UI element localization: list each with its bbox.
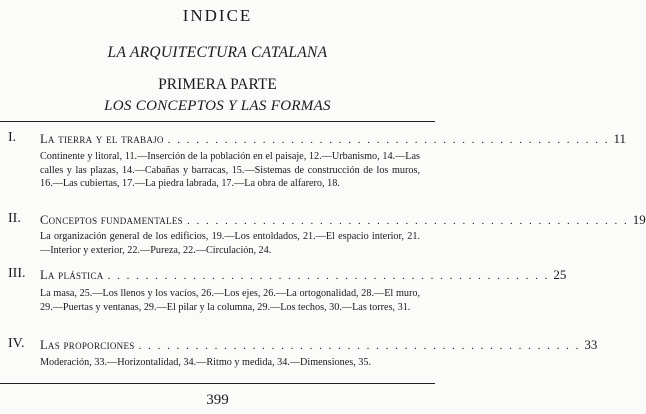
section-heading: Conceptos fundamentales bbox=[40, 213, 183, 227]
section-page-number: 19 bbox=[632, 212, 646, 227]
section-description: La organización general de los edificios, 19.—Los entoldados, 21.—El espacio interior, 21.—Interior y exterior, 22.—Pureza, 22.—Circulación, 24. bbox=[40, 231, 420, 256]
section-page-number: 11 bbox=[613, 131, 627, 146]
section-description: Moderación, 33.—Horizontalidad, 34.—Ritmo y medida, 34.—Dimensiones, 35. bbox=[40, 357, 372, 368]
section-description: La masa, 25.—Los llenos y los vacíos, 26.—Los ejes, 26.—La ortogonalidad, 28.—El muro, 29.—Puertas y ventanas, 29.—El pilar y la columna, 29.—Los techos, 30.—Las torres, 31. bbox=[40, 288, 420, 313]
section-page-number: 33 bbox=[584, 337, 598, 352]
book-title: LA ARQUITECTURA CATALANA bbox=[107, 44, 328, 61]
section-numeral: I. bbox=[8, 130, 17, 145]
page-folio: 399 bbox=[206, 392, 229, 408]
leader-dots: . . . . . . . . . . . . . . . . . . . . . . . . . . . . . . . . . . . . . . . . . . . . . . . bbox=[167, 134, 610, 146]
section-numeral: III. bbox=[8, 266, 26, 281]
section-heading: La tierra y el trabajo bbox=[40, 132, 164, 146]
part-subtitle: LOS CONCEPTOS Y LAS FORMAS bbox=[104, 98, 331, 114]
leader-dots: . . . . . . . . . . . . . . . . . . . . . . . . . . . . . . . . . . . . . . . . . . . . . . . bbox=[187, 215, 629, 227]
section-heading: La plástica bbox=[40, 268, 104, 282]
section-numeral: II. bbox=[8, 211, 21, 226]
section-page-number: 25 bbox=[553, 267, 567, 282]
section-description: Continente y litoral, 11.—Inserción de la población en el paisaje, 12.—Urbanismo, 14.—Las calles y las plazas, 14.—Cabañas y barracas, 15.—Sistemas de construcción de los muros, 16.—Las cubiertas, 17.—La piedra labrada, 17.—La obra de alfarero, 18. bbox=[40, 151, 420, 190]
part-title: PRIMERA PARTE bbox=[158, 76, 277, 93]
section-heading-line bbox=[40, 212, 646, 228]
leader-dots: . . . . . . . . . . . . . . . . . . . . . . . . . . . . . . . . . . . . . . . . . . . . . . . bbox=[107, 270, 550, 282]
leader-dots: . . . . . . . . . . . . . . . . . . . . . . . . . . . . . . . . . . . . . . . . . . . . . . . bbox=[138, 340, 581, 352]
bottom-divider bbox=[0, 383, 435, 384]
section-heading-line bbox=[40, 337, 598, 353]
section-heading: Las proporciones bbox=[40, 338, 135, 352]
top-divider bbox=[0, 121, 435, 122]
index-title: INDICE bbox=[182, 6, 253, 25]
section-heading-line bbox=[40, 267, 567, 283]
section-heading-line bbox=[40, 131, 627, 147]
section-numeral: IV. bbox=[8, 336, 25, 351]
